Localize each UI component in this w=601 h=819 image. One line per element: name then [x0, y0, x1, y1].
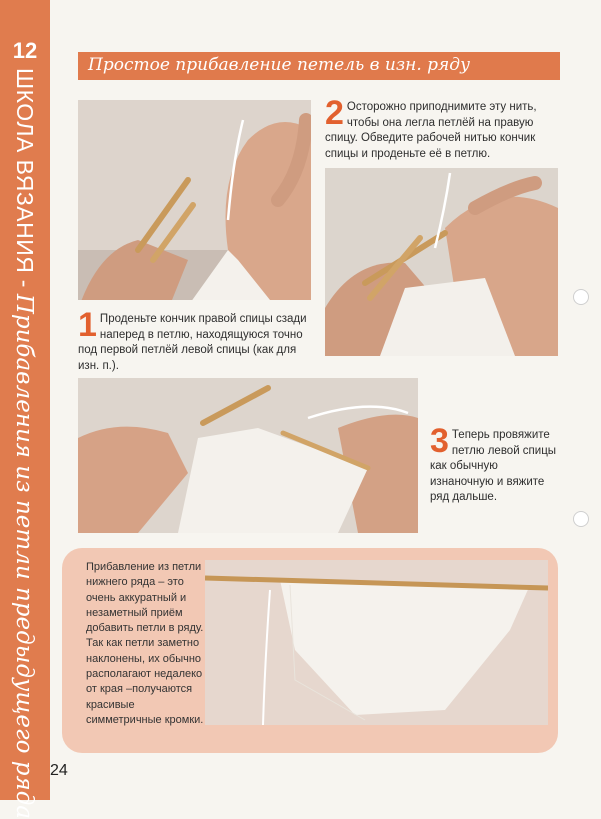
- step-3-description: Теперь провяжите петлю левой спицы как обычную изнаночную и вяжите ряд дальше.: [430, 429, 557, 503]
- series-title: ШКОЛА ВЯЗАНИЯ: [12, 68, 38, 274]
- step-3-text: [430, 422, 560, 506]
- step-2-text: [325, 94, 560, 162]
- step-1-photo: [78, 100, 311, 300]
- binder-hole-bottom: [573, 511, 589, 527]
- page-number: 24: [50, 762, 68, 779]
- sidebar-band: [0, 0, 50, 819]
- step-2-photo: [325, 168, 558, 356]
- step-2-description: Осторожно приподнимите эту нить, чтобы она легла петлёй на правую спицу. Обведите рабочей нитью кончик спицы и проденьте её в петлю.: [325, 101, 537, 160]
- step-3-photo: [78, 378, 418, 533]
- title-separator: -: [12, 273, 38, 294]
- step-1-text: [78, 306, 318, 374]
- binder-hole-top: [573, 289, 589, 305]
- issue-number: 12: [12, 38, 38, 63]
- section-title: Простое прибавление петель в изн. ряду: [88, 55, 470, 75]
- topic-title: Прибавления из петли предыдущего ряда: [11, 293, 37, 819]
- step-3-number: 3: [430, 422, 449, 460]
- finished-swatch-photo: [205, 560, 548, 725]
- step-2-number: 2: [325, 94, 344, 132]
- section-title-bar: [78, 52, 560, 80]
- sidebar-title: [10, 68, 40, 819]
- step-1-number: 1: [78, 306, 97, 344]
- tip-text: Прибавление из петли нижнего ряда – это очень аккуратный и незаметный приём добавить петли в ряду. Так как петли заметно наклонены, их обычно располагают недалеко от края –получаются красивые симметричные кромки.: [86, 561, 204, 726]
- step-1-description: Проденьте кончик правой спицы сзади наперед в петлю, находящуюся точно под первой петлёй левой спицы (как для изн. п.).: [78, 313, 307, 372]
